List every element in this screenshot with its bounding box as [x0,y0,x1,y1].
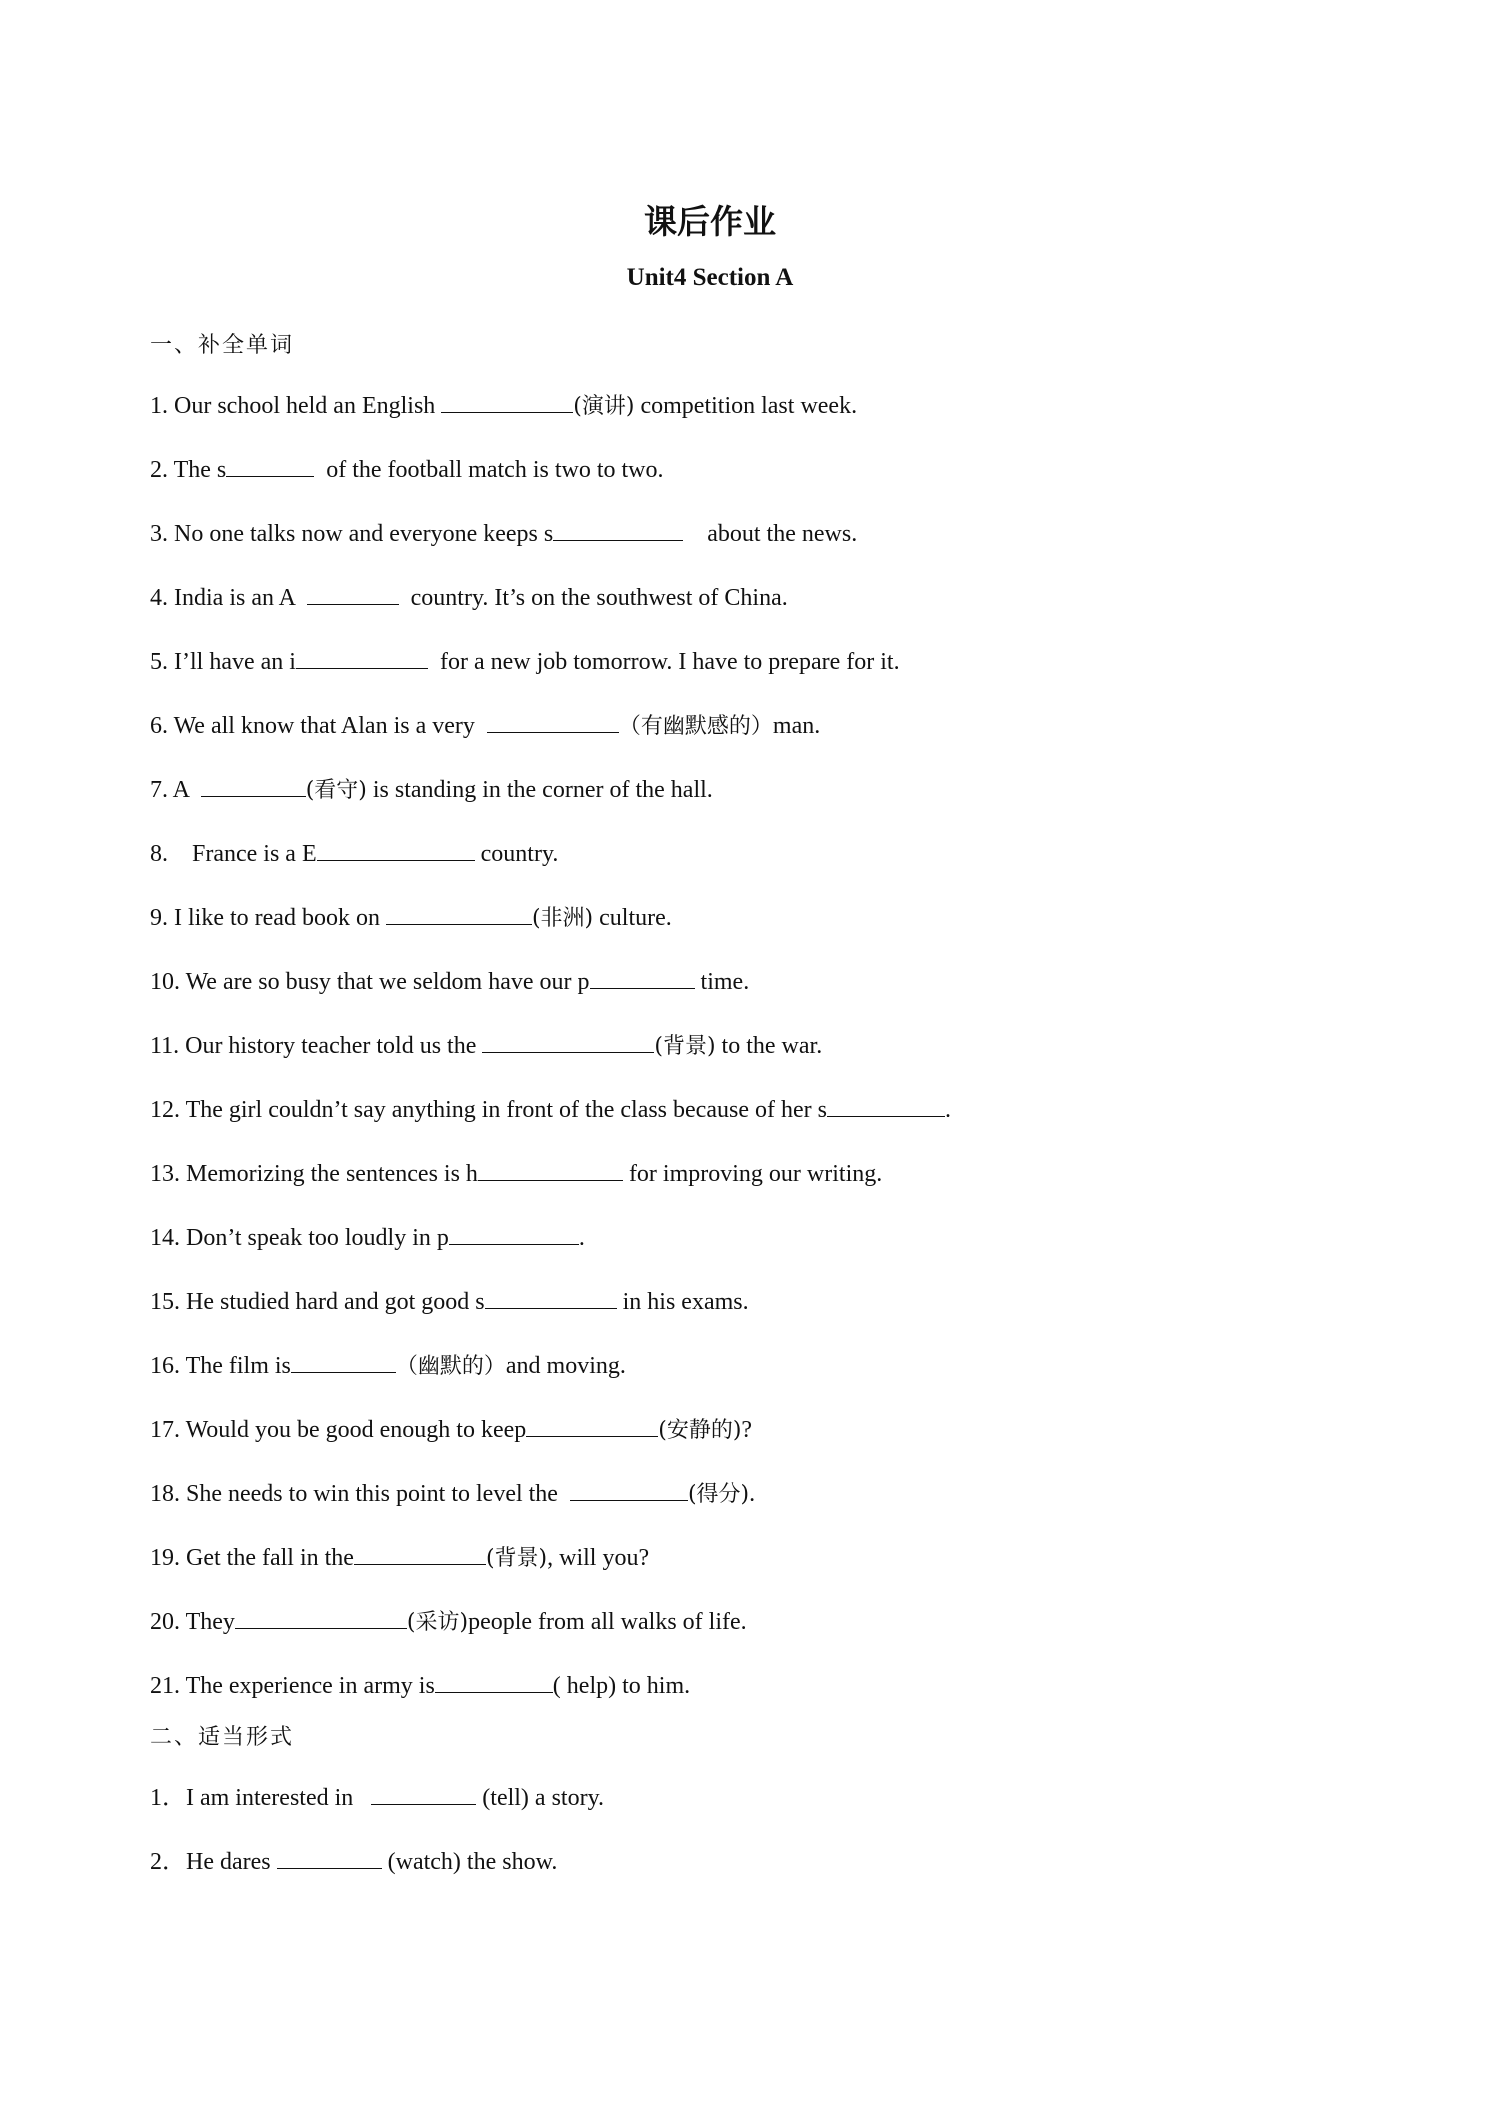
question-text-tail: people from all walks of life. [468,1609,747,1635]
section1-question-16 [150,1351,626,1382]
question-text: 5. I’ll have an i [150,649,296,675]
section1-question-21 [150,1671,690,1701]
question-text: 11. Our history teacher told us the [150,1033,483,1059]
question-text-tail: ? [741,1417,753,1443]
section1-question-3 [150,519,857,549]
answer-blank[interactable] [590,968,695,989]
question-text-tail: and moving. [505,1353,626,1379]
section1-question-12 [150,1095,951,1125]
answer-blank[interactable] [226,456,314,477]
section1-question-17 [150,1415,752,1446]
question-text-tail: , will you? [547,1545,650,1571]
question-text: 4. India is an A [150,585,307,611]
answer-blank[interactable] [482,1032,654,1053]
chinese-hint: (安静的) [658,1418,742,1443]
question-text-tail: in his exams. [616,1289,749,1315]
section1-question-11 [150,1031,822,1062]
section1-question-7 [150,775,713,806]
question-text: 1. Our school held an English [150,393,442,419]
question-text-tail: for a new job tomorrow. I have to prepare for it. [427,649,900,675]
chinese-hint: （幽默的） [395,1354,506,1379]
answer-blank[interactable] [553,520,683,541]
question-text-tail: . [749,1481,756,1507]
question-text: 20. They [150,1609,235,1635]
question-text-tail: for improving our writing. [622,1161,883,1187]
question-text-tail: to the war. [715,1033,823,1059]
answer-blank[interactable] [526,1416,658,1437]
question-text: 21. The experience in army is [150,1673,435,1699]
answer-blank[interactable] [478,1160,623,1181]
question-text: 13. Memorizing the sentences is h [150,1161,478,1187]
answer-blank[interactable] [487,712,619,733]
question-text: 18. She needs to win this point to level the [150,1481,570,1507]
answer-blank[interactable] [291,1352,396,1373]
answer-blank[interactable] [354,1544,486,1565]
question-text: 16. The film is [150,1353,291,1379]
question-text: 10. We are so busy that we seldom have our p [150,969,590,995]
chinese-hint: (背景) [485,1546,548,1571]
question-text: 19. Get the fall in the [150,1545,354,1571]
section-heading-1: 一、补全单词 [150,333,295,358]
section1-question-18 [150,1479,755,1510]
question-text: 8. France is a E [150,841,317,867]
question-text-tail: time. [694,969,750,995]
section-heading-2: 二、适当形式 [150,1725,295,1750]
chinese-hint: (非洲) [531,906,594,931]
chinese-hint: (看守) [305,778,367,803]
question-text-tail: country. It’s on the southwest of China. [398,585,788,611]
section1-question-20 [150,1607,747,1638]
section1-question-6 [150,711,820,742]
section2-question-1 [150,1783,604,1813]
answer-blank[interactable] [570,1480,688,1501]
question-text: 7. A [150,777,201,803]
answer-blank[interactable] [307,584,399,605]
question-text-tail: (watch) the show. [381,1849,558,1875]
section2-question-2 [150,1847,557,1877]
question-text-tail: (tell) a story. [476,1785,605,1811]
question-text: 15. He studied hard and got good s [150,1289,485,1315]
question-text-tail: country. [474,841,559,867]
question-text: 6. We all know that Alan is a very [150,713,487,739]
answer-blank[interactable] [449,1224,579,1245]
chinese-hint: (采访) [406,1610,469,1635]
question-text: 2. The s [150,457,227,483]
question-text-tail: culture. [593,905,672,931]
question-text: 12. The girl couldn’t say anything in front of the class because of her s [150,1097,827,1123]
section1-question-2 [150,455,664,485]
question-text-tail: . [578,1225,585,1251]
question-text-tail: competition last week. [634,393,858,419]
section1-question-1 [150,391,857,422]
page-subtitle: Unit4 Section A [626,264,794,291]
question-text: 1．I am interested in [150,1785,372,1811]
section1-question-5 [150,647,900,677]
question-text: 17. Would you be good enough to keep [150,1417,527,1443]
question-text-tail: of the football match is two to two. [314,457,664,483]
answer-blank[interactable] [827,1096,945,1117]
question-text-tail: man. [772,713,821,739]
section1-question-8 [150,839,558,869]
section1-question-15 [150,1287,749,1317]
chinese-hint: (得分) [687,1482,750,1507]
section1-question-9 [150,903,672,934]
answer-blank[interactable] [441,392,573,413]
question-text-tail: about the news. [683,521,858,547]
section1-question-14 [150,1223,585,1253]
answer-blank[interactable] [201,776,306,797]
answer-blank[interactable] [485,1288,617,1309]
chinese-hint: (演讲) [573,394,635,419]
chinese-hint: (背景) [654,1034,716,1059]
question-text: 14. Don’t speak too loudly in p [150,1225,449,1251]
answer-blank[interactable] [435,1672,553,1693]
answer-blank[interactable] [277,1848,382,1869]
section1-question-19 [150,1543,649,1574]
question-text-tail: ( help) to him. [552,1673,691,1699]
chinese-hint: （有幽默感的） [618,714,773,739]
question-text: 3. No one talks now and everyone keeps s [150,521,554,547]
question-text: 9. I like to read book on [150,905,386,931]
answer-blank[interactable] [386,904,532,925]
question-text: 2．He dares [150,1849,277,1875]
answer-blank[interactable] [317,840,475,861]
section1-question-10 [150,967,749,997]
answer-blank[interactable] [296,648,428,669]
page-title: 课后作业 [644,202,776,241]
section1-question-4 [150,583,788,613]
section1-question-13 [150,1159,882,1189]
answer-blank[interactable] [371,1784,476,1805]
question-text-tail: . [944,1097,951,1123]
answer-blank[interactable] [235,1608,407,1629]
question-text-tail: is standing in the corner of the hall. [366,777,713,803]
